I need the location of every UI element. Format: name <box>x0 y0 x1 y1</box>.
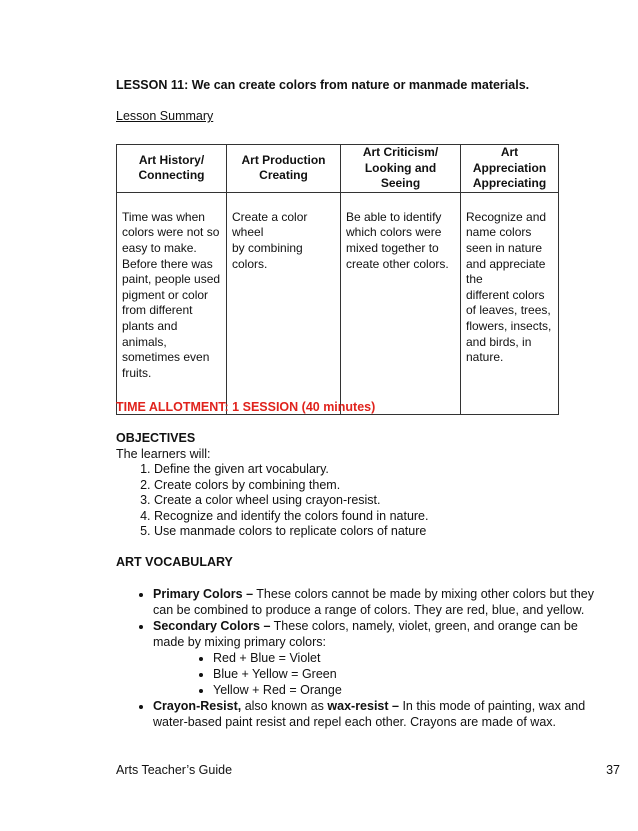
vocab-definition: These colors cannot be made by mixing other colors but they can be combined to produce a range of colors. They are red, blue, and yellow. <box>153 587 594 617</box>
color-mix-list <box>153 650 603 698</box>
cell-art-appreciation: Recognize and name colors seen in nature and appreciate the different colors of leaves, trees, flowers, insects, and birds, in nature. <box>461 192 559 414</box>
cell-art-criticism: Be able to identify which colors were mixed together to create other colors. <box>341 192 461 414</box>
objectives-list <box>116 462 428 540</box>
vocab-item-crayon-resist <box>153 698 603 730</box>
vocabulary-heading: ART VOCABULARY <box>116 555 233 569</box>
lesson-summary-table <box>116 144 559 415</box>
table-header-row <box>117 145 559 193</box>
list-item: 1. Define the given art vocabulary. <box>154 462 428 478</box>
vocab-definition: These colors, namely, violet, green, and orange can be made by mixing primary colors: <box>153 619 578 649</box>
vocab-definition: In this mode of painting, wax and water-based paint resist and repel each other. Crayons are made of wax. <box>153 699 586 729</box>
page-number: 37 <box>606 763 620 777</box>
vocab-term: Secondary Colors – <box>153 619 271 633</box>
vocab-term: Crayon-Resist, <box>153 699 242 713</box>
header-text: Art History/ Connecting <box>138 152 205 183</box>
list-item: 5. Use manmade colors to replicate colors of nature <box>154 524 428 540</box>
vocabulary-list <box>116 586 603 730</box>
header-art-criticism <box>341 145 461 193</box>
vocab-term-alt: wax-resist – <box>327 699 399 713</box>
header-art-history <box>117 145 227 193</box>
time-allotment: TIME ALLOTMENT: 1 SESSION (40 minutes) <box>116 400 376 414</box>
footer-guide-title: Arts Teacher’s Guide <box>116 763 233 777</box>
list-item: • Blue + Yellow = Green <box>213 666 603 682</box>
header-text: Art Criticism/ Looking and Seeing <box>362 145 439 191</box>
header-text: Art Production Creating <box>241 152 326 183</box>
objectives-intro: The learners will: <box>116 447 211 461</box>
list-item: 4. Recognize and identify the colors found in nature. <box>154 509 428 525</box>
vocab-connector: also known as <box>241 699 328 713</box>
list-item: • Yellow + Red = Orange <box>213 682 603 698</box>
lesson-title: LESSON 11: We can create colors from nature or manmade materials. <box>116 78 530 92</box>
vocab-term: Primary Colors – <box>153 587 254 601</box>
header-art-appreciation <box>461 145 559 193</box>
cell-art-history: Time was when colors were not so easy to make. Before there was paint, people used pigment or color from different plants and animals, sometimes even fruits. <box>117 192 227 414</box>
lesson-summary-label: Lesson Summary <box>116 109 214 123</box>
list-item: • Red + Blue = Violet <box>213 650 603 666</box>
objectives-heading: OBJECTIVES <box>116 431 196 445</box>
vocab-item-secondary <box>153 618 603 698</box>
list-item: 3. Create a color wheel using crayon-resist. <box>154 493 428 509</box>
header-art-production <box>227 145 341 193</box>
cell-art-production: Create a color wheel by combining colors. <box>227 192 341 414</box>
header-text: Art Appreciation Appreciating <box>472 145 547 191</box>
vocab-item-primary <box>153 586 603 618</box>
table-row <box>117 192 559 414</box>
list-item: 2. Create colors by combining them. <box>154 478 428 494</box>
